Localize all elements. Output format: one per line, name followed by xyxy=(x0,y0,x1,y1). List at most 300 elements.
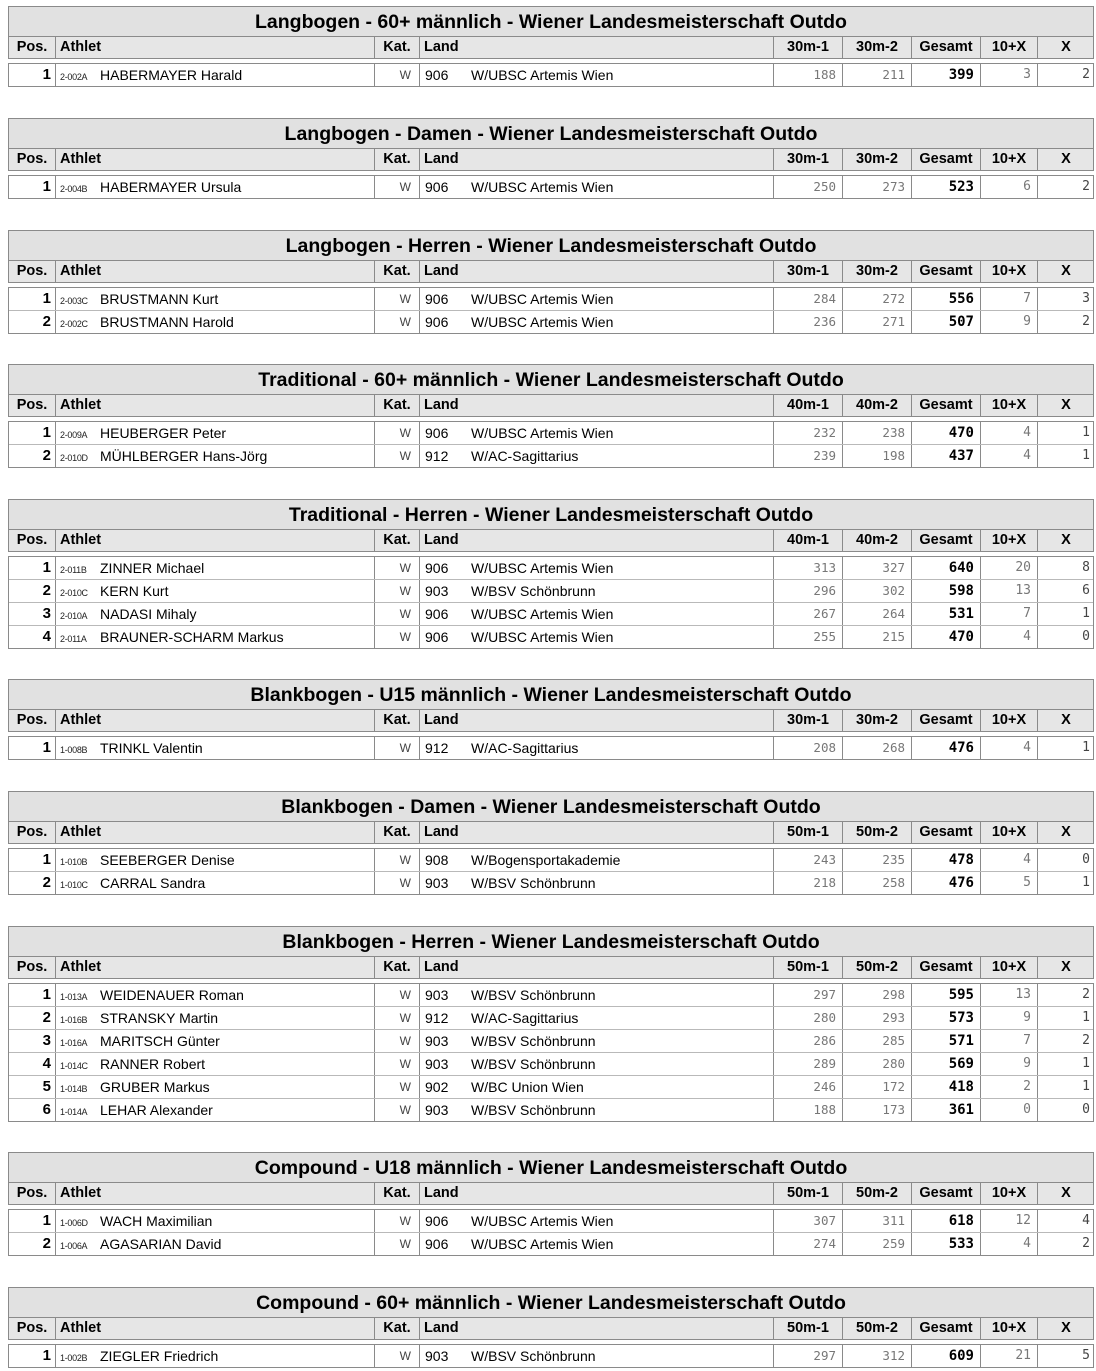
column-header-s1: 40m-1 xyxy=(774,530,843,551)
column-header-ath: Athlet xyxy=(56,1318,375,1339)
column-header-kat: Kat. xyxy=(375,822,420,843)
cell-pos: 2 xyxy=(9,580,56,602)
athlete-name: KERN Kurt xyxy=(100,583,169,599)
cell-tot: 523 xyxy=(912,176,981,198)
table-row xyxy=(9,1345,1093,1367)
column-header-row xyxy=(8,260,1094,283)
section-title: Langbogen - Damen - Wiener Landesmeisterschaft Outdo xyxy=(8,118,1094,148)
cell-kat: W xyxy=(375,288,420,310)
result-section xyxy=(8,364,1094,468)
cell-tot: 476 xyxy=(912,737,981,759)
cell-kat: W xyxy=(375,445,420,467)
cell-ath xyxy=(56,603,375,625)
cell-x: 1 xyxy=(1082,1056,1090,1071)
cell-x: 6 xyxy=(1082,583,1090,598)
club-name: W/BSV Schönbrunn xyxy=(471,1348,596,1364)
cell-ath xyxy=(56,580,375,602)
column-header-s1: 30m-1 xyxy=(774,261,843,282)
cell-land xyxy=(420,603,774,625)
club-name: W/BSV Schönbrunn xyxy=(471,987,596,1003)
cell-tot: 609 xyxy=(912,1345,981,1367)
athlete-bib-number: 1-016B xyxy=(60,1015,88,1025)
club-code: 906 xyxy=(425,291,449,307)
cell-ath xyxy=(56,984,375,1006)
column-header-kat: Kat. xyxy=(375,530,420,551)
result-section xyxy=(8,926,1094,1122)
athlete-bib-number: 1-014A xyxy=(60,1107,88,1117)
cell-pos: 5 xyxy=(9,1076,56,1098)
cell-kat: W xyxy=(375,557,420,579)
cell-tot: 361 xyxy=(912,1099,981,1121)
result-section xyxy=(8,1287,1094,1368)
cell-pos: 1 xyxy=(9,176,56,198)
column-header-row xyxy=(8,709,1094,732)
column-header-s2: 30m-2 xyxy=(843,149,912,170)
column-header-s1: 50m-1 xyxy=(774,1318,843,1339)
athlete-name: MÜHLBERGER Hans-Jörg xyxy=(100,448,268,464)
athlete-bib-number: 1-010B xyxy=(60,857,88,867)
results-table-body xyxy=(8,287,1094,334)
athlete-bib-number: 1-014C xyxy=(60,1061,88,1071)
cell-x: 2 xyxy=(1082,314,1090,329)
cell-s2: 173 xyxy=(843,1099,912,1121)
athlete-bib-number: 2-010A xyxy=(60,611,88,621)
club-code: 906 xyxy=(425,629,449,645)
club-code: 906 xyxy=(425,606,449,622)
cell-ath xyxy=(56,1030,375,1052)
cell-s2: 327 xyxy=(843,557,912,579)
cell-s2: 264 xyxy=(843,603,912,625)
club-code: 903 xyxy=(425,583,449,599)
column-header-kat: Kat. xyxy=(375,1318,420,1339)
section-title: Langbogen - Herren - Wiener Landesmeisterschaft Outdo xyxy=(8,230,1094,260)
club-code: 912 xyxy=(425,448,449,464)
club-name: W/AC-Sagittarius xyxy=(471,448,579,464)
column-header-ath: Athlet xyxy=(56,149,375,170)
cell-x: 0 xyxy=(1082,1102,1090,1117)
result-section xyxy=(8,1152,1094,1256)
table-row xyxy=(9,1232,1093,1255)
results-table-body xyxy=(8,175,1094,199)
cell-tot: 618 xyxy=(912,1210,981,1232)
cell-s2: 302 xyxy=(843,580,912,602)
cell-tot: 640 xyxy=(912,557,981,579)
cell-tot: 478 xyxy=(912,849,981,871)
cell-s2: 172 xyxy=(843,1076,912,1098)
column-header-row xyxy=(8,956,1094,979)
column-header-tot: Gesamt xyxy=(912,37,981,58)
column-header-s2: 50m-2 xyxy=(843,1183,912,1204)
column-header-pos: Pos. xyxy=(9,822,56,843)
cell-kat: W xyxy=(375,311,420,333)
cell-ath xyxy=(56,1233,375,1255)
club-name: W/UBSC Artemis Wien xyxy=(471,1213,614,1229)
column-header-row xyxy=(8,148,1094,171)
cell-land xyxy=(420,64,774,86)
cell-s1: 296 xyxy=(774,580,843,602)
cell-ath xyxy=(56,1053,375,1075)
club-code: 903 xyxy=(425,1348,449,1364)
athlete-name: BRUSTMANN Kurt xyxy=(100,291,219,307)
column-header-x: X xyxy=(1061,151,1071,167)
club-name: W/UBSC Artemis Wien xyxy=(471,1236,614,1252)
column-header-kat: Kat. xyxy=(375,261,420,282)
results-table-body xyxy=(8,848,1094,895)
cell-land xyxy=(420,557,774,579)
column-header-tot: Gesamt xyxy=(912,149,981,170)
cell-ath xyxy=(56,445,375,467)
cell-pos: 1 xyxy=(9,737,56,759)
athlete-name: NADASI Mihaly xyxy=(100,606,197,622)
cell-s1: 255 xyxy=(774,626,843,648)
cell-kat: W xyxy=(375,872,420,894)
cell-s1: 208 xyxy=(774,737,843,759)
column-header-s1: 50m-1 xyxy=(774,822,843,843)
column-header-land: Land xyxy=(420,1318,774,1339)
athlete-name: GRUBER Markus xyxy=(100,1079,210,1095)
column-header-tot: Gesamt xyxy=(912,530,981,551)
cell-tenx: 21 xyxy=(981,1345,1038,1367)
column-header-row xyxy=(8,394,1094,417)
table-row xyxy=(9,871,1093,894)
cell-kat: W xyxy=(375,737,420,759)
club-code: 906 xyxy=(425,425,449,441)
cell-pos: 4 xyxy=(9,1053,56,1075)
athlete-bib-number: 2-011A xyxy=(60,634,87,644)
cell-pos: 1 xyxy=(9,557,56,579)
cell-s2: 271 xyxy=(843,311,912,333)
column-header-ath: Athlet xyxy=(56,395,375,416)
cell-kat: W xyxy=(375,603,420,625)
column-header-tot: Gesamt xyxy=(912,261,981,282)
section-title: Blankbogen - U15 männlich - Wiener Landesmeisterschaft Outdo xyxy=(8,679,1094,709)
column-header-tot: Gesamt xyxy=(912,822,981,843)
cell-kat: W xyxy=(375,422,420,444)
cell-pos: 2 xyxy=(9,1007,56,1029)
column-header-s2: 50m-2 xyxy=(843,822,912,843)
club-name: W/BSV Schönbrunn xyxy=(471,875,596,891)
column-header-land: Land xyxy=(420,261,774,282)
cell-ath xyxy=(56,422,375,444)
cell-tot: 531 xyxy=(912,603,981,625)
cell-ath xyxy=(56,737,375,759)
table-row xyxy=(9,310,1093,333)
cell-x: 1 xyxy=(1082,425,1090,440)
cell-land xyxy=(420,1210,774,1232)
table-row xyxy=(9,1210,1093,1232)
cell-ath xyxy=(56,288,375,310)
column-header-x: X xyxy=(1061,1320,1071,1336)
table-row xyxy=(9,1006,1093,1029)
club-code: 906 xyxy=(425,67,449,83)
club-code: 906 xyxy=(425,1236,449,1252)
column-header-x: X xyxy=(1061,532,1071,548)
section-title: Traditional - Herren - Wiener Landesmeisterschaft Outdo xyxy=(8,499,1094,529)
cell-ath xyxy=(56,311,375,333)
cell-s2: 312 xyxy=(843,1345,912,1367)
column-header-s2: 30m-2 xyxy=(843,37,912,58)
athlete-name: HABERMAYER Harald xyxy=(100,67,243,83)
cell-s1: 232 xyxy=(774,422,843,444)
cell-land xyxy=(420,984,774,1006)
table-row xyxy=(9,64,1093,86)
cell-x: 1 xyxy=(1082,875,1090,890)
athlete-name: HEUBERGER Peter xyxy=(100,425,227,441)
column-header-tenx: 10+X xyxy=(981,530,1038,551)
column-header-tenx: 10+X xyxy=(981,149,1038,170)
cell-land xyxy=(420,1345,774,1367)
column-header-kat: Kat. xyxy=(375,149,420,170)
column-header-kat: Kat. xyxy=(375,37,420,58)
cell-s1: 274 xyxy=(774,1233,843,1255)
cell-ath xyxy=(56,1210,375,1232)
cell-x: 2 xyxy=(1082,179,1090,194)
athlete-bib-number: 2-009A xyxy=(60,430,88,440)
result-section xyxy=(8,6,1094,87)
column-header-s2: 30m-2 xyxy=(843,710,912,731)
column-header-tenx: 10+X xyxy=(981,1183,1038,1204)
cell-x: 2 xyxy=(1082,987,1090,1002)
cell-x: 4 xyxy=(1082,1213,1090,1228)
cell-pos: 1 xyxy=(9,64,56,86)
column-header-tenx: 10+X xyxy=(981,710,1038,731)
athlete-bib-number: 1-008B xyxy=(60,745,88,755)
column-header-ath: Athlet xyxy=(56,261,375,282)
column-header-land: Land xyxy=(420,530,774,551)
athlete-bib-number: 2-010D xyxy=(60,453,88,463)
column-header-tot: Gesamt xyxy=(912,395,981,416)
column-header-s1: 50m-1 xyxy=(774,957,843,978)
cell-tenx: 20 xyxy=(981,557,1038,579)
column-header-pos: Pos. xyxy=(9,149,56,170)
cell-land xyxy=(420,445,774,467)
cell-s2: 215 xyxy=(843,626,912,648)
club-name: W/Bogensportakademie xyxy=(471,852,621,868)
club-code: 912 xyxy=(425,1010,449,1026)
athlete-name: BRUSTMANN Harold xyxy=(100,314,234,330)
cell-tot: 571 xyxy=(912,1030,981,1052)
cell-pos: 1 xyxy=(9,849,56,871)
athlete-name: WEIDENAUER Roman xyxy=(100,987,244,1003)
cell-tot: 569 xyxy=(912,1053,981,1075)
club-code: 903 xyxy=(425,875,449,891)
cell-tenx: 13 xyxy=(981,984,1038,1006)
athlete-bib-number: 1-006D xyxy=(60,1218,88,1228)
column-header-tot: Gesamt xyxy=(912,1183,981,1204)
club-name: W/UBSC Artemis Wien xyxy=(471,291,614,307)
result-section xyxy=(8,230,1094,334)
cell-pos: 3 xyxy=(9,1030,56,1052)
cell-s1: 236 xyxy=(774,311,843,333)
results-table-body xyxy=(8,1209,1094,1256)
column-header-kat: Kat. xyxy=(375,1183,420,1204)
column-header-ath: Athlet xyxy=(56,530,375,551)
club-name: W/BSV Schönbrunn xyxy=(471,583,596,599)
cell-tenx: 7 xyxy=(981,603,1038,625)
cell-kat: W xyxy=(375,1007,420,1029)
cell-tenx: 7 xyxy=(981,1030,1038,1052)
column-header-tot: Gesamt xyxy=(912,1318,981,1339)
column-header-land: Land xyxy=(420,822,774,843)
column-header-x: X xyxy=(1061,263,1071,279)
cell-ath xyxy=(56,849,375,871)
cell-s1: 313 xyxy=(774,557,843,579)
results-table-body xyxy=(8,983,1094,1122)
cell-ath xyxy=(56,1345,375,1367)
column-header-pos: Pos. xyxy=(9,710,56,731)
column-header-kat: Kat. xyxy=(375,710,420,731)
cell-ath xyxy=(56,557,375,579)
column-header-row xyxy=(8,1317,1094,1340)
section-title: Traditional - 60+ männlich - Wiener Landesmeisterschaft Outdo xyxy=(8,364,1094,394)
column-header-ath: Athlet xyxy=(56,37,375,58)
athlete-name: TRINKL Valentin xyxy=(100,740,203,756)
athlete-bib-number: 2-010C xyxy=(60,588,88,598)
club-code: 903 xyxy=(425,987,449,1003)
cell-tot: 399 xyxy=(912,64,981,86)
cell-s2: 272 xyxy=(843,288,912,310)
column-header-s2: 40m-2 xyxy=(843,530,912,551)
result-section xyxy=(8,791,1094,895)
cell-pos: 6 xyxy=(9,1099,56,1121)
athlete-bib-number: 2-002A xyxy=(60,72,88,82)
athlete-bib-number: 2-002C xyxy=(60,319,88,329)
column-header-land: Land xyxy=(420,37,774,58)
column-header-x: X xyxy=(1061,824,1071,840)
column-header-land: Land xyxy=(420,710,774,731)
cell-pos: 1 xyxy=(9,1345,56,1367)
cell-land xyxy=(420,422,774,444)
cell-land xyxy=(420,1099,774,1121)
club-code: 903 xyxy=(425,1033,449,1049)
athlete-bib-number: 2-011B xyxy=(60,565,87,575)
cell-tenx: 9 xyxy=(981,1053,1038,1075)
cell-land xyxy=(420,872,774,894)
athlete-bib-number: 1-006A xyxy=(60,1241,88,1251)
cell-tenx: 4 xyxy=(981,1233,1038,1255)
column-header-kat: Kat. xyxy=(375,957,420,978)
table-row xyxy=(9,422,1093,444)
athlete-name: CARRAL Sandra xyxy=(100,875,206,891)
column-header-land: Land xyxy=(420,957,774,978)
results-table-body xyxy=(8,556,1094,649)
column-header-x: X xyxy=(1061,712,1071,728)
column-header-tenx: 10+X xyxy=(981,1318,1038,1339)
club-name: W/AC-Sagittarius xyxy=(471,1010,579,1026)
column-header-ath: Athlet xyxy=(56,822,375,843)
cell-tenx: 7 xyxy=(981,288,1038,310)
cell-x: 8 xyxy=(1082,560,1090,575)
cell-s1: 284 xyxy=(774,288,843,310)
cell-tot: 573 xyxy=(912,1007,981,1029)
cell-s1: 286 xyxy=(774,1030,843,1052)
athlete-bib-number: 1-016A xyxy=(60,1038,88,1048)
athlete-name: STRANSKY Martin xyxy=(100,1010,218,1026)
cell-pos: 2 xyxy=(9,445,56,467)
cell-s1: 297 xyxy=(774,1345,843,1367)
cell-x: 1 xyxy=(1082,448,1090,463)
cell-land xyxy=(420,849,774,871)
section-title: Langbogen - 60+ männlich - Wiener Landesmeisterschaft Outdo xyxy=(8,6,1094,36)
cell-pos: 3 xyxy=(9,603,56,625)
club-name: W/UBSC Artemis Wien xyxy=(471,179,614,195)
cell-tot: 437 xyxy=(912,445,981,467)
athlete-name: AGASARIAN David xyxy=(100,1236,222,1252)
cell-s2: 235 xyxy=(843,849,912,871)
table-row xyxy=(9,625,1093,648)
cell-ath xyxy=(56,626,375,648)
column-header-row xyxy=(8,821,1094,844)
club-code: 906 xyxy=(425,560,449,576)
cell-s1: 280 xyxy=(774,1007,843,1029)
club-code: 908 xyxy=(425,852,449,868)
cell-land xyxy=(420,176,774,198)
cell-land xyxy=(420,626,774,648)
cell-land xyxy=(420,1076,774,1098)
column-header-land: Land xyxy=(420,149,774,170)
cell-kat: W xyxy=(375,1233,420,1255)
club-code: 912 xyxy=(425,740,449,756)
cell-ath xyxy=(56,176,375,198)
table-row xyxy=(9,1098,1093,1121)
cell-s2: 198 xyxy=(843,445,912,467)
column-header-pos: Pos. xyxy=(9,261,56,282)
club-code: 906 xyxy=(425,1213,449,1229)
table-row xyxy=(9,1075,1093,1098)
club-name: W/BSV Schönbrunn xyxy=(471,1033,596,1049)
cell-tenx: 13 xyxy=(981,580,1038,602)
cell-tenx: 4 xyxy=(981,422,1038,444)
cell-ath xyxy=(56,1007,375,1029)
cell-kat: W xyxy=(375,849,420,871)
column-header-tenx: 10+X xyxy=(981,822,1038,843)
cell-tenx: 4 xyxy=(981,626,1038,648)
cell-s2: 211 xyxy=(843,64,912,86)
cell-s1: 218 xyxy=(774,872,843,894)
column-header-row xyxy=(8,36,1094,59)
cell-s1: 243 xyxy=(774,849,843,871)
column-header-s2: 30m-2 xyxy=(843,261,912,282)
athlete-name: SEEBERGER Denise xyxy=(100,852,235,868)
column-header-pos: Pos. xyxy=(9,37,56,58)
cell-ath xyxy=(56,872,375,894)
cell-tenx: 6 xyxy=(981,176,1038,198)
athlete-name: WACH Maximilian xyxy=(100,1213,213,1229)
club-name: W/UBSC Artemis Wien xyxy=(471,314,614,330)
cell-s2: 311 xyxy=(843,1210,912,1232)
column-header-pos: Pos. xyxy=(9,957,56,978)
athlete-bib-number: 2-004B xyxy=(60,184,88,194)
column-header-s1: 30m-1 xyxy=(774,710,843,731)
column-header-land: Land xyxy=(420,395,774,416)
club-name: W/BSV Schönbrunn xyxy=(471,1056,596,1072)
results-table-body xyxy=(8,63,1094,87)
club-code: 906 xyxy=(425,314,449,330)
cell-land xyxy=(420,737,774,759)
column-header-tenx: 10+X xyxy=(981,395,1038,416)
athlete-bib-number: 1-002B xyxy=(60,1353,88,1363)
column-header-kat: Kat. xyxy=(375,395,420,416)
cell-tenx: 12 xyxy=(981,1210,1038,1232)
column-header-land: Land xyxy=(420,1183,774,1204)
column-header-tenx: 10+X xyxy=(981,37,1038,58)
table-row xyxy=(9,557,1093,579)
club-name: W/BSV Schönbrunn xyxy=(471,1102,596,1118)
club-name: W/UBSC Artemis Wien xyxy=(471,67,614,83)
cell-tot: 556 xyxy=(912,288,981,310)
club-name: W/UBSC Artemis Wien xyxy=(471,606,614,622)
column-header-x: X xyxy=(1061,959,1071,975)
